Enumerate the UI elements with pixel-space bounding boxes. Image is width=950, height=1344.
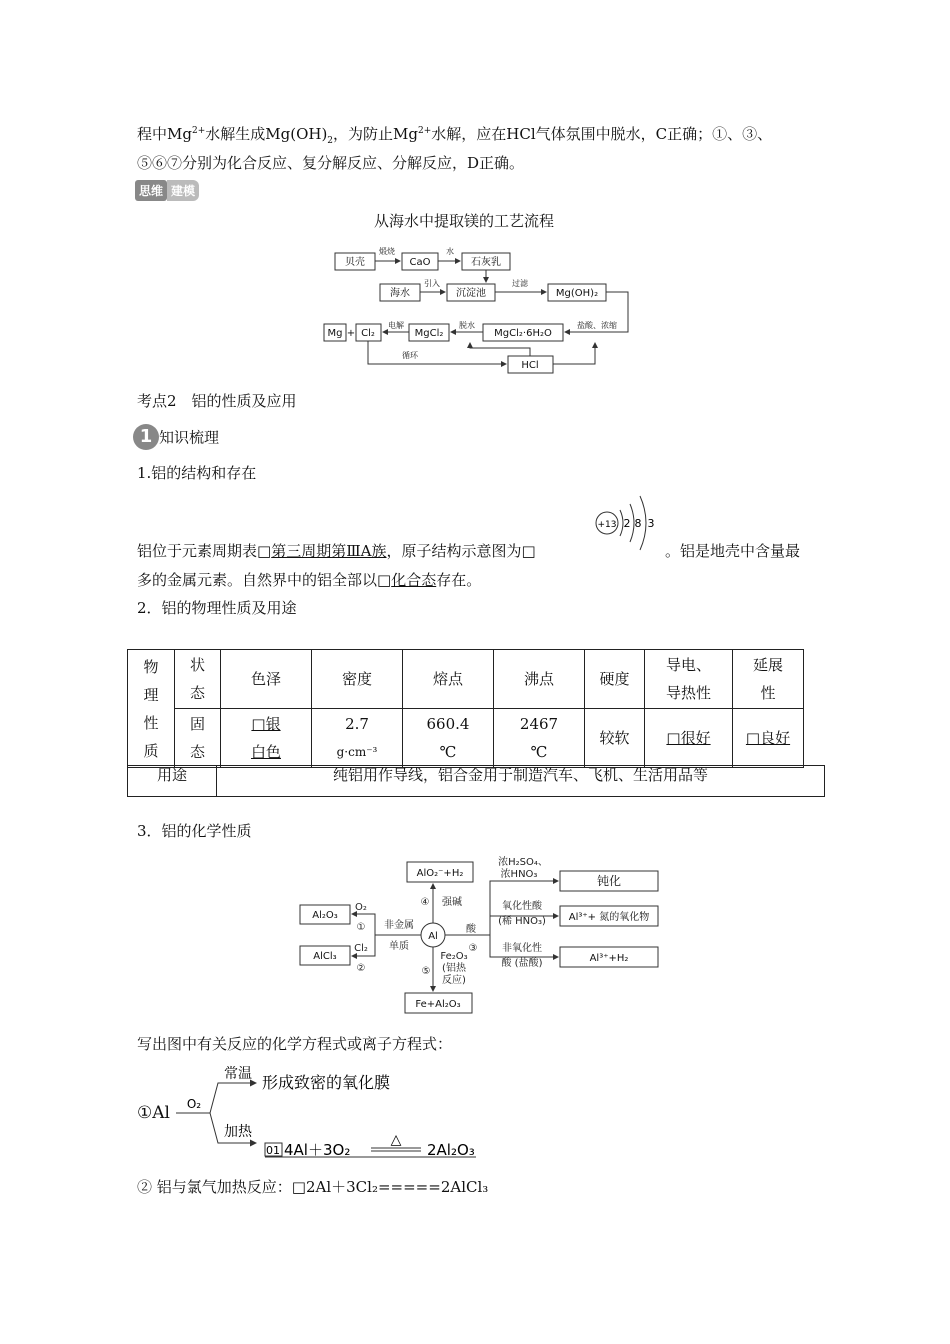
label-circle-2: ② (356, 963, 366, 974)
header-color: 色泽 (221, 650, 312, 709)
shell-1: 2 (623, 517, 631, 530)
subscript: 2 (327, 136, 334, 146)
header-melting: 熔点 (403, 650, 494, 709)
box-al2o3: Al₂O₃ (312, 910, 338, 921)
label-fe2o3: Fe₂O₃ (440, 951, 468, 962)
value-line: 态 (189, 743, 205, 761)
use-label: 用途 (128, 766, 217, 796)
header-line: 导电、 (665, 656, 711, 674)
answer-number: 01 (266, 1144, 280, 1157)
reaction-1-eq-condition: △ (390, 1132, 402, 1148)
intro-line-2: ⑤⑥⑦分别为化合反应、复分解反应、分解反应，D正确。 (137, 154, 525, 172)
header-density: 密度 (312, 650, 403, 709)
label-introduce: 引入 (424, 279, 440, 288)
intro-text: 水解，应在HCl气体氛围中脱水，C正确；①、③、 (431, 125, 773, 143)
box-al3-h2: Al³⁺+H₂ (589, 953, 629, 964)
value-line: ℃ (530, 743, 548, 761)
physical-properties-table (127, 649, 804, 768)
box-settling-tank: 沉淀池 (456, 288, 486, 299)
label-filter: 过滤 (512, 279, 528, 288)
value-line: ℃ (439, 743, 457, 761)
box-seawater: 海水 (390, 288, 410, 299)
header-state (175, 650, 221, 709)
header-line: 延展 (752, 656, 783, 674)
answer-period-group: 第三周期第ⅢA族 (271, 542, 387, 560)
value-line: 固 (189, 715, 205, 733)
box-alcl3: AlCl₃ (313, 951, 337, 962)
item-3: 3．铝的化学性质 (137, 822, 252, 840)
reaction-2 (137, 1176, 488, 1197)
paragraph-1 (137, 540, 536, 561)
reaction-1-label: ①Al (137, 1103, 170, 1123)
reaction-1-o2: O₂ (186, 1097, 202, 1111)
row-header-char: 质 (143, 741, 159, 760)
text: ，原子结构示意图为 (386, 542, 522, 560)
value-line: 白色 (250, 743, 281, 761)
value-line: □银 (251, 715, 281, 733)
label-conc-h2so4: 浓H₂SO₄、 (498, 857, 548, 868)
box-mg: Mg (327, 328, 343, 339)
shell-3: 3 (647, 517, 655, 530)
reaction-1-cond-normal: 常温 (224, 1066, 252, 1082)
label-thermite-1: (铝热 (442, 963, 466, 974)
reaction-1-branches (170, 1060, 490, 1165)
value-line: 2467 (519, 715, 559, 733)
reaction-1-eq-left: 4Al＋3O₂ (284, 1141, 351, 1159)
row-header-cell (128, 650, 175, 768)
header-line: 状 (189, 656, 205, 674)
value-hardness: 较软 (585, 709, 645, 768)
header-hardness: 硬度 (585, 650, 645, 709)
header-ductility (733, 650, 804, 709)
answer-box: □ (521, 542, 536, 560)
text: 铝位于元素周期表 (137, 542, 258, 560)
row-header-char: 性 (143, 713, 159, 732)
intro-line-1 (137, 123, 772, 146)
box-shell: 贝壳 (345, 257, 365, 268)
value-color (221, 709, 312, 768)
reaction-2-equation: 2Al＋3Cl₂=====2AlCl₃ (305, 1178, 489, 1196)
box-aluminate: AlO₂⁻+H₂ (416, 868, 464, 879)
reaction-1-result-film: 形成致密的氧化膜 (262, 1073, 391, 1092)
header-boiling: 沸点 (494, 650, 585, 709)
badge-right: 建模 (167, 180, 199, 201)
section-heading: 考点2 铝的性质及应用 (137, 392, 297, 410)
intro-text: 程中Mg (137, 125, 192, 143)
value-melting (403, 709, 494, 768)
label-conc-hno3: 浓HNO₃ (500, 869, 538, 880)
item-2: 2．铝的物理性质及用途 (137, 599, 297, 617)
label-circle-4: ④ (420, 897, 430, 908)
badge-left: 思维 (135, 180, 167, 201)
label-element: 单质 (389, 941, 409, 952)
paragraph-1-end: 。铝是地壳中含量最 (665, 542, 801, 560)
superscript: 2+ (191, 126, 206, 136)
box-mgcl2: MgCl₂ (414, 328, 444, 339)
use-text: 纯铝用作导线，铝合金用于制造汽车、飞机、生活用品等 (332, 766, 708, 784)
label-cl2: Cl₂ (354, 943, 368, 954)
label-hcl-acid: 酸 (盐酸) (501, 958, 543, 969)
header-line: 导热性 (665, 684, 711, 702)
value-line: g·cm⁻³ (336, 745, 378, 759)
knowledge-heading (133, 424, 219, 450)
label-nonmetal: 非金属 (384, 920, 414, 931)
box-al3-nox: Al³⁺+ 氮的氧化物 (568, 912, 650, 923)
al-chemistry-diagram (295, 850, 665, 1018)
shell-2: 8 (634, 517, 642, 530)
reaction-1-cond-heat: 加热 (224, 1124, 252, 1140)
box-cl2: Cl₂ (361, 328, 375, 339)
mg-flow-title: 从海水中提取镁的工艺流程 (374, 212, 555, 230)
label-cycle: 循环 (402, 351, 418, 360)
plus-sign: + (346, 328, 356, 339)
text: ② 铝与氯气加热反应： (137, 1178, 292, 1196)
label-electrolysis: 电解 (388, 321, 404, 330)
center-al: Al (428, 931, 438, 942)
row-header-char: 物 (143, 657, 159, 676)
label-circle-3: ③ (468, 943, 478, 954)
label-oxidizing-acid: 氧化性酸 (502, 901, 542, 912)
header-line: 性 (760, 684, 776, 702)
box-lime-milk: 石灰乳 (471, 257, 501, 268)
label-calcine: 煅烧 (379, 247, 395, 256)
text: 多的金属元素。自然界中的铝全部以 (137, 571, 378, 589)
paragraph-2 (137, 569, 481, 590)
label-strong-base: 强碱 (442, 897, 462, 908)
label-acid: 酸 (466, 924, 476, 935)
value-conductivity: □很好 (645, 709, 733, 768)
value-density (312, 709, 403, 768)
row-header-char: 理 (143, 685, 159, 704)
answer-box: □ (291, 1178, 306, 1196)
label-nonoxidizing: 非氧化性 (502, 943, 542, 954)
header-conductivity (645, 650, 733, 709)
answer-box: □ (257, 542, 272, 560)
label-o2: O₂ (355, 902, 367, 913)
value-line: 660.4 (426, 715, 470, 733)
answer-compound-state: 化合态 (391, 571, 437, 589)
box-mg-oh2: Mg(OH)₂ (555, 288, 599, 299)
item-1: 1.铝的结构和存在 (137, 464, 257, 482)
box-hcl: HCl (521, 360, 539, 371)
intro-text: 水解生成Mg(OH) (205, 125, 328, 143)
value-boiling (494, 709, 585, 768)
intro-text: ，为防止Mg (333, 125, 418, 143)
mg-flow-diagram (320, 240, 640, 380)
use-row (127, 765, 825, 797)
label-acid-concentrate: 盐酸、浓缩 (577, 321, 617, 330)
write-prompt: 写出图中有关反应的化学方程式或离子方程式： (137, 1035, 453, 1053)
label-water: 水 (446, 247, 454, 256)
text: 存在。 (436, 571, 482, 589)
subheading: 知识梳理 (159, 428, 220, 447)
box-fe-al2o3: Fe+Al₂O₃ (415, 999, 461, 1010)
box-cao: CaO (409, 257, 431, 268)
value-state (175, 709, 221, 768)
value-line: 2.7 (345, 715, 369, 733)
label-thermite-2: 反应) (442, 975, 466, 986)
circle-number-icon: 1 (133, 424, 159, 450)
box-passivation: 钝化 (596, 874, 622, 888)
answer-box: □ (377, 571, 392, 589)
nucleus-label: +13 (597, 520, 617, 530)
label-dilute-hno3: (稀 HNO₃) (498, 916, 546, 927)
atom-structure-diagram (592, 490, 668, 556)
label-dehydrate: 脱水 (459, 321, 475, 330)
label-circle-5: ⑤ (421, 966, 431, 977)
superscript: 2+ (418, 126, 432, 136)
label-circle-1: ① (356, 922, 366, 933)
reaction-1-eq-right: 2Al₂O₃ (427, 1141, 475, 1159)
value-ductility: □良好 (733, 709, 804, 768)
header-line: 态 (189, 684, 205, 702)
thinking-model-badge (135, 180, 199, 201)
box-mgcl2-hydrate: MgCl₂·6H₂O (494, 328, 552, 339)
